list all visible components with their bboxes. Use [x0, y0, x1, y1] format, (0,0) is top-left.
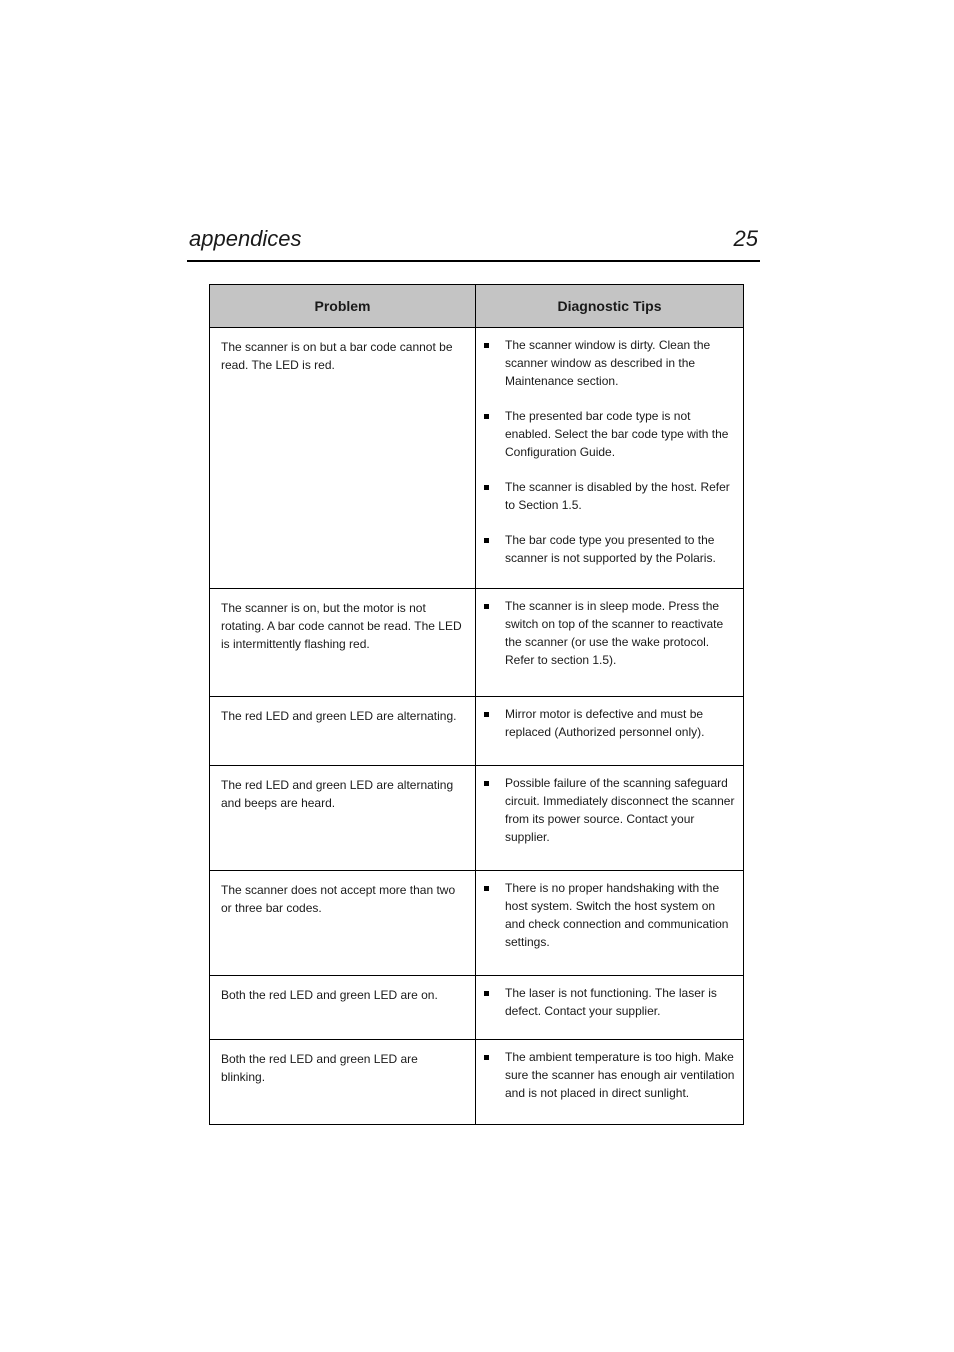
tip-text: The scanner window is dirty. Clean the scanner window as described in the Maintenance section.: [505, 338, 711, 388]
tip-item: [484, 705, 735, 741]
tips-cell: [476, 871, 744, 976]
problem-cell: Both the red LED and green LED are on.: [210, 976, 476, 1040]
table-row: [210, 976, 744, 1040]
tips-cell: [476, 328, 744, 589]
tip-item: [484, 407, 735, 461]
column-header-problem: Problem: [210, 285, 476, 328]
tip-text: The ambient temperature is too high. Make sure the scanner has enough air ventilation and is not placed in direct sunlight.: [505, 1050, 735, 1100]
square-bullet-icon: [484, 343, 489, 348]
square-bullet-icon: [484, 485, 489, 490]
tip-item: [484, 879, 735, 951]
problem-cell: The scanner is on, but the motor is not rotating. A bar code cannot be read. The LED is intermittently flashing red.: [210, 589, 476, 697]
tip-text: There is no proper handshaking with the host system. Switch the host system on and check connection and communication settings.: [505, 881, 729, 949]
square-bullet-icon: [484, 538, 489, 543]
tip-text: Possible failure of the scanning safeguard circuit. Immediately disconnect the scanner from its power source. Contact your supplier.: [505, 776, 735, 844]
tip-item: [484, 1048, 735, 1102]
tips-cell: [476, 766, 744, 871]
square-bullet-icon: [484, 712, 489, 717]
page-number: 25: [733, 226, 758, 251]
tip-item: [484, 478, 735, 514]
tips-cell: [476, 589, 744, 697]
section-title: appendices: [189, 226, 302, 251]
table-row: [210, 766, 744, 871]
tip-text: The presented bar code type is not enabled. Select the bar code type with the Configuration Guide.: [505, 409, 729, 459]
square-bullet-icon: [484, 991, 489, 996]
page-header: [187, 222, 760, 262]
table-row: [210, 589, 744, 697]
tips-cell: [476, 1040, 744, 1125]
square-bullet-icon: [484, 604, 489, 609]
square-bullet-icon: [484, 781, 489, 786]
tip-item: [484, 597, 735, 669]
tip-item: [484, 336, 735, 390]
tip-text: The bar code type you presented to the scanner is not supported by the Polaris.: [505, 533, 716, 565]
tips-cell: [476, 976, 744, 1040]
problem-cell: The red LED and green LED are alternating and beeps are heard.: [210, 766, 476, 871]
tip-text: The laser is not functioning. The laser is defect. Contact your supplier.: [505, 986, 717, 1018]
table-row: [210, 328, 744, 589]
tips-cell: [476, 697, 744, 766]
tip-item: [484, 531, 735, 567]
table-row: [210, 871, 744, 976]
problem-cell: The scanner is on but a bar code cannot be read. The LED is red.: [210, 328, 476, 589]
problem-cell: The red LED and green LED are alternating.: [210, 697, 476, 766]
square-bullet-icon: [484, 886, 489, 891]
table-header-row: [210, 285, 744, 328]
tip-item: [484, 774, 735, 846]
tip-item: [484, 984, 735, 1020]
problem-cell: Both the red LED and green LED are blinking.: [210, 1040, 476, 1125]
tip-text: The scanner is in sleep mode. Press the switch on top of the scanner to reactivate the scanner (or use the wake protocol. Refer to section 1.5).: [505, 599, 724, 667]
column-header-diagnostic-tips: Diagnostic Tips: [476, 285, 744, 328]
square-bullet-icon: [484, 1055, 489, 1060]
problem-cell: The scanner does not accept more than two or three bar codes.: [210, 871, 476, 976]
table-row: [210, 1040, 744, 1125]
tip-text: Mirror motor is defective and must be replaced (Authorized personnel only).: [505, 707, 705, 739]
square-bullet-icon: [484, 414, 489, 419]
tip-text: The scanner is disabled by the host. Refer to Section 1.5.: [505, 480, 730, 512]
troubleshooting-table: [209, 284, 744, 1125]
table-row: [210, 697, 744, 766]
